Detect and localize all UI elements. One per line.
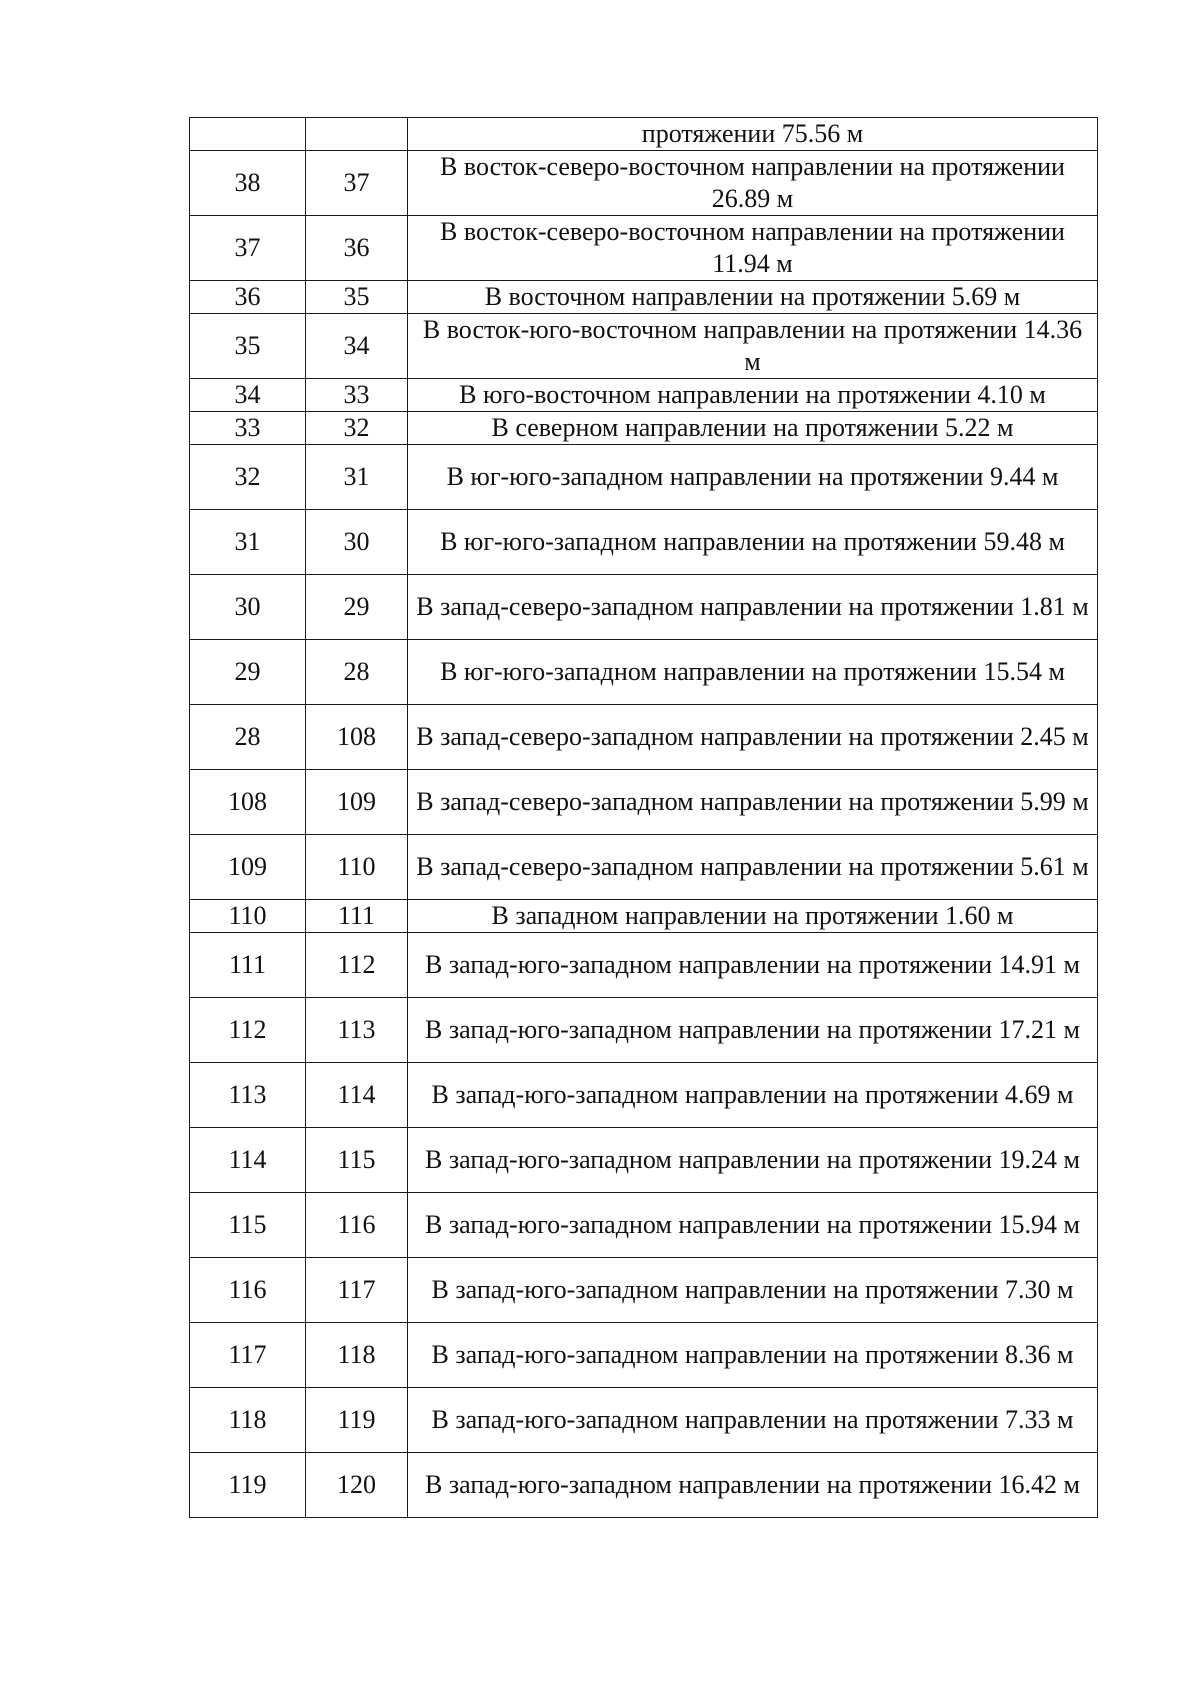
from-point-cell: 28 [190,705,306,770]
from-point-cell: 38 [190,151,306,216]
table-row [190,835,1098,900]
to-point-cell: 113 [306,998,408,1063]
from-point-cell: 115 [190,1193,306,1258]
from-point-cell: 118 [190,1388,306,1453]
table-row [190,412,1098,445]
description-cell: В восток-северо-восточном направлении на протяжении 26.89 м [408,151,1098,216]
table-row [190,1323,1098,1388]
to-point-cell: 112 [306,933,408,998]
description-cell: В запад-северо-западном направлении на протяжении 1.81 м [408,575,1098,640]
description-cell: В запад-юго-западном направлении на протяжении 17.21 м [408,998,1098,1063]
from-point-cell: 35 [190,314,306,379]
from-point-cell: 37 [190,216,306,281]
description-cell: В запад-юго-западном направлении на протяжении 7.33 м [408,1388,1098,1453]
table-row [190,998,1098,1063]
description-cell: В восток-северо-восточном направлении на протяжении 11.94 м [408,216,1098,281]
description-cell: протяжении 75.56 м [408,118,1098,151]
to-point-cell: 118 [306,1323,408,1388]
from-point-cell: 109 [190,835,306,900]
from-point-cell [190,118,306,151]
description-cell: В северном направлении на протяжении 5.22 м [408,412,1098,445]
from-point-cell: 114 [190,1128,306,1193]
from-point-cell: 32 [190,445,306,510]
to-point-cell: 36 [306,216,408,281]
table-row [190,900,1098,933]
to-point-cell: 115 [306,1128,408,1193]
table-row [190,933,1098,998]
to-point-cell [306,118,408,151]
table-row [190,1388,1098,1453]
table-row [190,314,1098,379]
to-point-cell: 29 [306,575,408,640]
table-row [190,445,1098,510]
from-point-cell: 34 [190,379,306,412]
from-point-cell: 110 [190,900,306,933]
to-point-cell: 117 [306,1258,408,1323]
table-row [190,1128,1098,1193]
boundary-description-table [189,117,1098,1518]
description-cell: В юг-юго-западном направлении на протяжении 59.48 м [408,510,1098,575]
from-point-cell: 33 [190,412,306,445]
from-point-cell: 119 [190,1453,306,1518]
to-point-cell: 34 [306,314,408,379]
to-point-cell: 109 [306,770,408,835]
table-row [190,705,1098,770]
to-point-cell: 28 [306,640,408,705]
from-point-cell: 117 [190,1323,306,1388]
description-cell: В юго-восточном направлении на протяжении 4.10 м [408,379,1098,412]
to-point-cell: 119 [306,1388,408,1453]
to-point-cell: 30 [306,510,408,575]
table-row [190,1453,1098,1518]
description-cell: В юг-юго-западном направлении на протяжении 15.54 м [408,640,1098,705]
from-point-cell: 112 [190,998,306,1063]
table-row [190,151,1098,216]
description-cell: В западном направлении на протяжении 1.60 м [408,900,1098,933]
table-row [190,510,1098,575]
table-row [190,1193,1098,1258]
description-cell: В запад-юго-западном направлении на протяжении 7.30 м [408,1258,1098,1323]
to-point-cell: 110 [306,835,408,900]
to-point-cell: 35 [306,281,408,314]
description-cell: В запад-юго-западном направлении на протяжении 8.36 м [408,1323,1098,1388]
description-cell: В запад-юго-западном направлении на протяжении 16.42 м [408,1453,1098,1518]
table-row [190,575,1098,640]
description-cell: В восточном направлении на протяжении 5.69 м [408,281,1098,314]
description-cell: В запад-северо-западном направлении на протяжении 5.99 м [408,770,1098,835]
to-point-cell: 120 [306,1453,408,1518]
description-cell: В запад-юго-западном направлении на протяжении 14.91 м [408,933,1098,998]
from-point-cell: 29 [190,640,306,705]
table-row [190,1063,1098,1128]
to-point-cell: 111 [306,900,408,933]
table-row [190,1258,1098,1323]
from-point-cell: 30 [190,575,306,640]
from-point-cell: 31 [190,510,306,575]
to-point-cell: 37 [306,151,408,216]
table-row [190,216,1098,281]
description-cell: В юг-юго-западном направлении на протяжении 9.44 м [408,445,1098,510]
from-point-cell: 108 [190,770,306,835]
description-cell: В запад-северо-западном направлении на протяжении 5.61 м [408,835,1098,900]
description-cell: В восток-юго-восточном направлении на протяжении 14.36 м [408,314,1098,379]
from-point-cell: 113 [190,1063,306,1128]
to-point-cell: 114 [306,1063,408,1128]
table-row [190,379,1098,412]
from-point-cell: 111 [190,933,306,998]
to-point-cell: 33 [306,379,408,412]
to-point-cell: 31 [306,445,408,510]
table-row [190,640,1098,705]
description-cell: В запад-юго-западном направлении на протяжении 19.24 м [408,1128,1098,1193]
to-point-cell: 116 [306,1193,408,1258]
description-cell: В запад-северо-западном направлении на протяжении 2.45 м [408,705,1098,770]
table-row [190,770,1098,835]
to-point-cell: 108 [306,705,408,770]
from-point-cell: 116 [190,1258,306,1323]
description-cell: В запад-юго-западном направлении на протяжении 15.94 м [408,1193,1098,1258]
to-point-cell: 32 [306,412,408,445]
table-row [190,118,1098,151]
from-point-cell: 36 [190,281,306,314]
table-row [190,281,1098,314]
description-cell: В запад-юго-западном направлении на протяжении 4.69 м [408,1063,1098,1128]
